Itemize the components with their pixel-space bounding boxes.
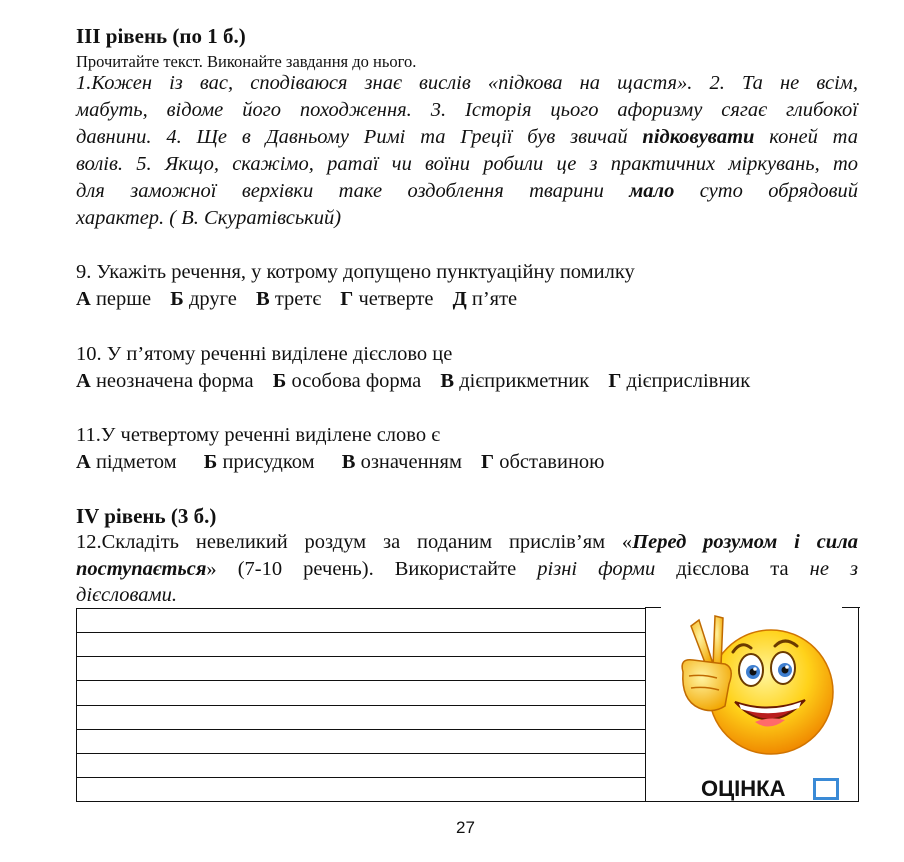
option[interactable]: В третє bbox=[256, 288, 322, 310]
answer-line[interactable] bbox=[77, 680, 645, 681]
bold-word-malo: мало bbox=[629, 180, 675, 202]
option[interactable]: Б присудком bbox=[203, 451, 315, 473]
option[interactable]: Г обставиною bbox=[481, 451, 605, 473]
question-10: 10. У п’ятому реченні виділене дієслово це bbox=[76, 343, 453, 365]
answer-line[interactable] bbox=[77, 656, 645, 657]
option[interactable]: А підметом bbox=[76, 451, 177, 473]
bold-word-pidkovuvaty: підковувати bbox=[642, 126, 755, 148]
grade-label: ОЦІНКА bbox=[701, 776, 786, 801]
question-11: 11.У четвертому реченні виділене слово є bbox=[76, 424, 441, 446]
question-11-options bbox=[76, 451, 619, 474]
grade-panel bbox=[645, 608, 859, 802]
section4-heading: IV рівень (3 б.) bbox=[76, 504, 217, 528]
smiley-victory-icon bbox=[663, 610, 843, 762]
answer-line[interactable] bbox=[77, 753, 645, 754]
box-edge bbox=[842, 607, 860, 608]
answer-line[interactable] bbox=[77, 632, 645, 633]
option[interactable]: Б особова форма bbox=[272, 370, 422, 392]
question-9-options bbox=[76, 288, 531, 311]
option[interactable]: Г дієприслівник bbox=[608, 370, 751, 392]
answer-lines-box[interactable] bbox=[76, 608, 646, 802]
question-9: 9. Укажіть речення, у котрому допущено пунктуаційну помилку bbox=[76, 261, 635, 283]
option[interactable]: В означенням bbox=[341, 451, 462, 473]
answer-line[interactable] bbox=[77, 729, 645, 730]
option[interactable]: Б друге bbox=[170, 288, 237, 310]
question-10-options bbox=[76, 370, 764, 393]
option[interactable]: А неозначена форма bbox=[76, 370, 254, 392]
text-line-4: волів. 5. Якщо, скажімо, ратаї чи воїни робили це з практичних міркувань, то bbox=[76, 153, 858, 175]
page-number: 27 bbox=[456, 818, 475, 837]
text-line-2: мабуть, відоме його походження. 3. Історія цього афоризму сягає глибокої bbox=[76, 99, 858, 121]
task-12-line-2: поступається» (7-10 речень). Використайте різні форми дієслова та не з bbox=[76, 558, 858, 580]
option[interactable]: В дієприкметник bbox=[440, 370, 590, 392]
option[interactable]: Д п’яте bbox=[452, 288, 518, 310]
option[interactable]: Г четверте bbox=[340, 288, 434, 310]
task-12-line-3: дієсловами. bbox=[76, 584, 178, 606]
text-line-3: давнини. 4. Ще в Давньому Римі та Греції був звичай підковувати коней та bbox=[76, 126, 858, 148]
section3-instruction: Прочитайте текст. Виконайте завдання до нього. bbox=[76, 52, 417, 71]
section3-heading: III рівень (по 1 б.) bbox=[76, 24, 246, 48]
text-line-5: для заможної верхівки таке оздоблення тварини мало суто обрядовий bbox=[76, 180, 859, 202]
grade-checkbox[interactable] bbox=[813, 778, 839, 800]
option[interactable]: А перше bbox=[76, 288, 152, 310]
text-line-1: 1.Кожен із вас, сподіваюся знає вислів «підкова на щастя». 2. Та не всім, bbox=[76, 72, 858, 94]
answer-line[interactable] bbox=[77, 777, 645, 778]
box-edge bbox=[645, 607, 661, 608]
answer-line[interactable] bbox=[77, 705, 645, 706]
proverb-part-2: поступається bbox=[76, 558, 207, 580]
proverb-part-1: Перед розумом і сила bbox=[632, 531, 858, 553]
text-line-6: характер. ( В. Скуратівський) bbox=[76, 207, 342, 229]
task-12-line-1: 12.Складіть невеликий роздум за поданим прислів’ям «Перед розумом і сила bbox=[76, 531, 858, 553]
